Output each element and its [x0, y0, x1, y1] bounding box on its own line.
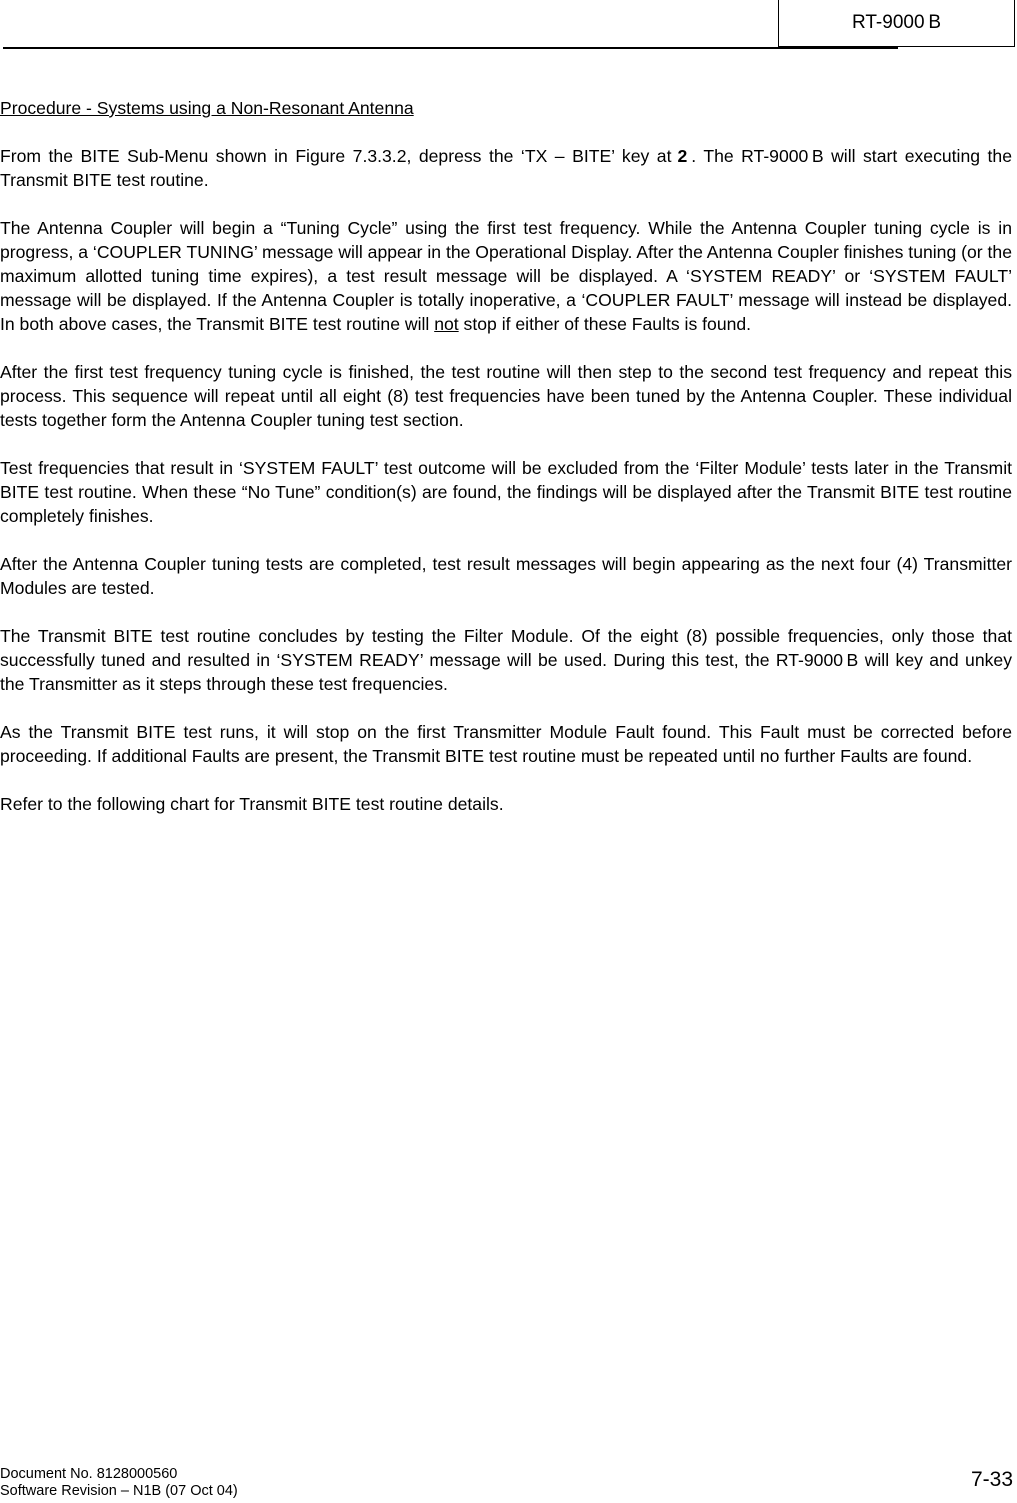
paragraph-second-frequency: After the first test frequency tuning cycle is finished, the test routine will then step to the second test frequency and repeat this process. This sequence will repeat until all eight (8) test frequencies have been tuned by the Antenna Coupler. These individual tests together form the Antenna Coupler tuning test section. — [0, 362, 1012, 430]
paragraph-tuning-cycle — [0, 216, 1012, 336]
paragraph-refer-chart: Refer to the following chart for Transmit BITE test routine details. — [0, 794, 504, 814]
paragraph-text: . The RT-9000 B will start executing the Transmit BITE test routine. — [0, 146, 1012, 190]
section-title: Procedure - Systems using a Non-Resonant Antenna — [0, 98, 414, 118]
document-number: Document No. 8128000560 — [0, 1466, 178, 1482]
emphasis-not: not — [434, 314, 459, 334]
page-number: 7-33 — [970, 1468, 1013, 1491]
paragraph-fault-stop: As the Transmit BITE test runs, it will stop on the first Transmitter Module Fault found. This Fault must be corrected before proceeding. If additional Faults are present, the Transmit BITE test routine must be repeated until no further Faults are found. — [0, 722, 1012, 766]
key-number: 2 — [677, 146, 688, 166]
paragraph-transmitter-modules: After the Antenna Coupler tuning tests are completed, test result messages will begin appearing as the next four (4) Transmitter Modules are tested. — [0, 554, 1012, 598]
footer-document-info — [0, 1466, 238, 1500]
software-revision: Software Revision – N1B (07 Oct 04) — [0, 1483, 238, 1499]
header-rule — [3, 47, 898, 49]
paragraph-text: The Antenna Coupler will begin a “Tuning Cycle” using the first test frequency. While the Antenna Coupler tuning cycle is in progress, a ‘COUPLER TUNING’ message will appear in the Operational Display. After the Antenna Coupler finishes tuning (or the maximum allotted tuning time expires), a test result message will be displayed. A ‘SYSTEM READY’ or ‘SYSTEM FAULT’ message will be displayed. If the Antenna Coupler is totally inoperative, a ‘COUPLER FAULT’ message will instead be displayed. In both above cases, the Transmit BITE test routine will — [0, 218, 1012, 334]
paragraph-filter-module: The Transmit BITE test routine concludes by testing the Filter Module. Of the eight (8) possible frequencies, only those that successfully tuned and resulted in ‘SYSTEM READY’ message will be used. During this test, the RT-9000 B will key and unkey the Transmitter as it steps through these test frequencies. — [0, 626, 1012, 694]
paragraph-excluded-frequencies: Test frequencies that result in ‘SYSTEM FAULT’ test outcome will be excluded from the ‘Filter Module’ tests later in the Transmit BITE test routine. When these “No Tune” condition(s) are found, the findings will be displayed after the Transmit BITE test routine completely finishes. — [0, 458, 1012, 526]
paragraph-text: From the BITE Sub-Menu shown in Figure 7.3.3.2, depress the ‘TX – BITE’ key at — [0, 146, 672, 166]
paragraph-tx-bite-start — [0, 144, 1012, 192]
document-body — [0, 96, 1012, 840]
paragraph-text: stop if either of these Faults is found. — [463, 314, 752, 334]
model-number-box — [778, 0, 1015, 47]
model-number: RT-9000 B — [851, 12, 941, 33]
